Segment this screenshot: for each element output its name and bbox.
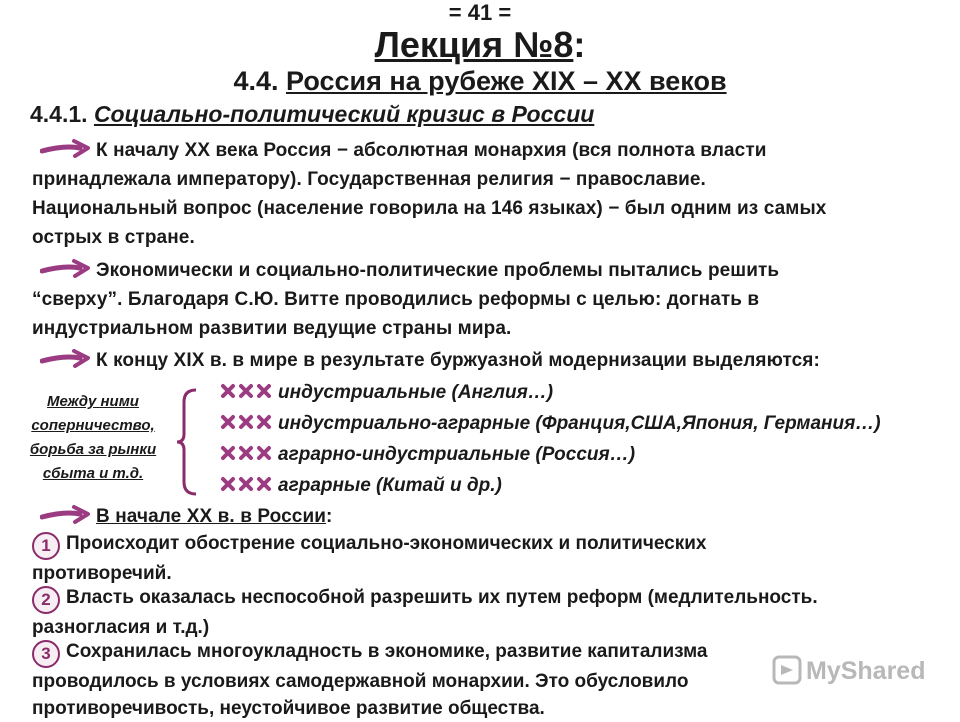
numbered-circle-icon: 2 [32,586,60,614]
side-note-line: соперничество, [31,417,155,434]
paragraph-monarchy [32,136,947,252]
russia-heading-colon: : [326,506,333,527]
watermark [772,655,925,686]
numbered-item-1 [32,530,947,587]
right-arrow-icon [40,505,90,525]
item-line: Происходит обострение социально-экономических и политических [66,533,707,554]
paragraph-line: “сверху”. Благодаря С.Ю. Витте проводились реформы с целью: догнать в [32,289,760,310]
item-line: противоречивость, неустойчивое развитие общества. [32,698,545,719]
paragraph-line: Экономически и социально-политические проблемы пытались решить [96,260,780,281]
item-line: противоречий. [32,563,172,584]
russia-heading-text: В начале XX в. в России [96,506,327,527]
country-type-label: индустриальные (Англия…) [278,382,554,403]
paragraph-line: К концу XIX в. в мире в результате буржуазной модернизации выделяются: [96,350,820,371]
section-number: 4.4. [233,66,279,96]
paragraph-line: острых в стране. [32,227,195,248]
numbered-circle-icon: 3 [32,640,60,668]
subsection-title [30,101,594,128]
right-arrow-icon [40,259,90,279]
side-note-line: Между ними [47,393,139,410]
paragraph-reforms [32,256,947,343]
item-line: Власть оказалась неспособной разрешить их путем реформ (медлительность. [66,587,818,608]
numbered-item-2 [32,584,947,641]
right-arrow-icon [40,349,90,369]
list-item [220,378,553,408]
page-number: = 41 = [448,0,512,25]
triple-x-icon [220,414,272,430]
triple-x-icon [220,476,272,492]
item-line: разногласия и т.д.) [32,617,210,638]
curly-brace-icon [176,388,200,496]
russia-heading [32,502,947,531]
subsection-number: 4.4.1. [30,101,88,127]
lecture-title-text: Лекция №8 [374,24,574,65]
paragraph-line: принадлежала императору). Государственная религия − православие. [32,169,706,190]
side-note-line: сбыта и т.д. [42,465,144,482]
myshared-logo-icon [772,655,802,685]
item-line: проводилось в условиях самодержавной монархии. Это обусловило [32,671,689,692]
numbered-circle-icon: 1 [32,532,60,560]
country-type-label: аграрные (Китай и др.) [278,475,502,496]
paragraph-modernization [32,346,947,375]
list-item [220,409,881,439]
watermark-text: MyShared [806,657,926,685]
paragraph-line: индустриальном развитии ведущие страны мира. [32,318,512,339]
list-item [220,440,635,470]
lecture-title [0,24,960,66]
triple-x-icon [220,445,272,461]
section-title [0,66,960,97]
list-item [220,471,502,501]
country-type-label: индустриально-аграрные (Франция,США,Япония, Германия…) [278,413,881,434]
right-arrow-icon [40,139,90,159]
item-line: Сохранилась многоукладность в экономике, развитие капитализма [66,641,708,662]
subsection-title-text: Социально-политический кризис в России [93,101,595,127]
paragraph-line: Национальный вопрос (население говорила на 146 языках) − был одним из самых [32,198,827,219]
section-title-text: Россия на рубеже XIX – XX веков [286,66,727,96]
lecture-title-colon: : [573,24,586,65]
country-type-label: аграрно-индустриальные (Россия…) [278,444,636,465]
side-note [14,390,172,486]
paragraph-line: К началу XX века Россия − абсолютная монархия (вся полнота власти [96,140,767,161]
triple-x-icon [220,383,272,399]
side-note-line: борьба за рынки [29,441,157,458]
